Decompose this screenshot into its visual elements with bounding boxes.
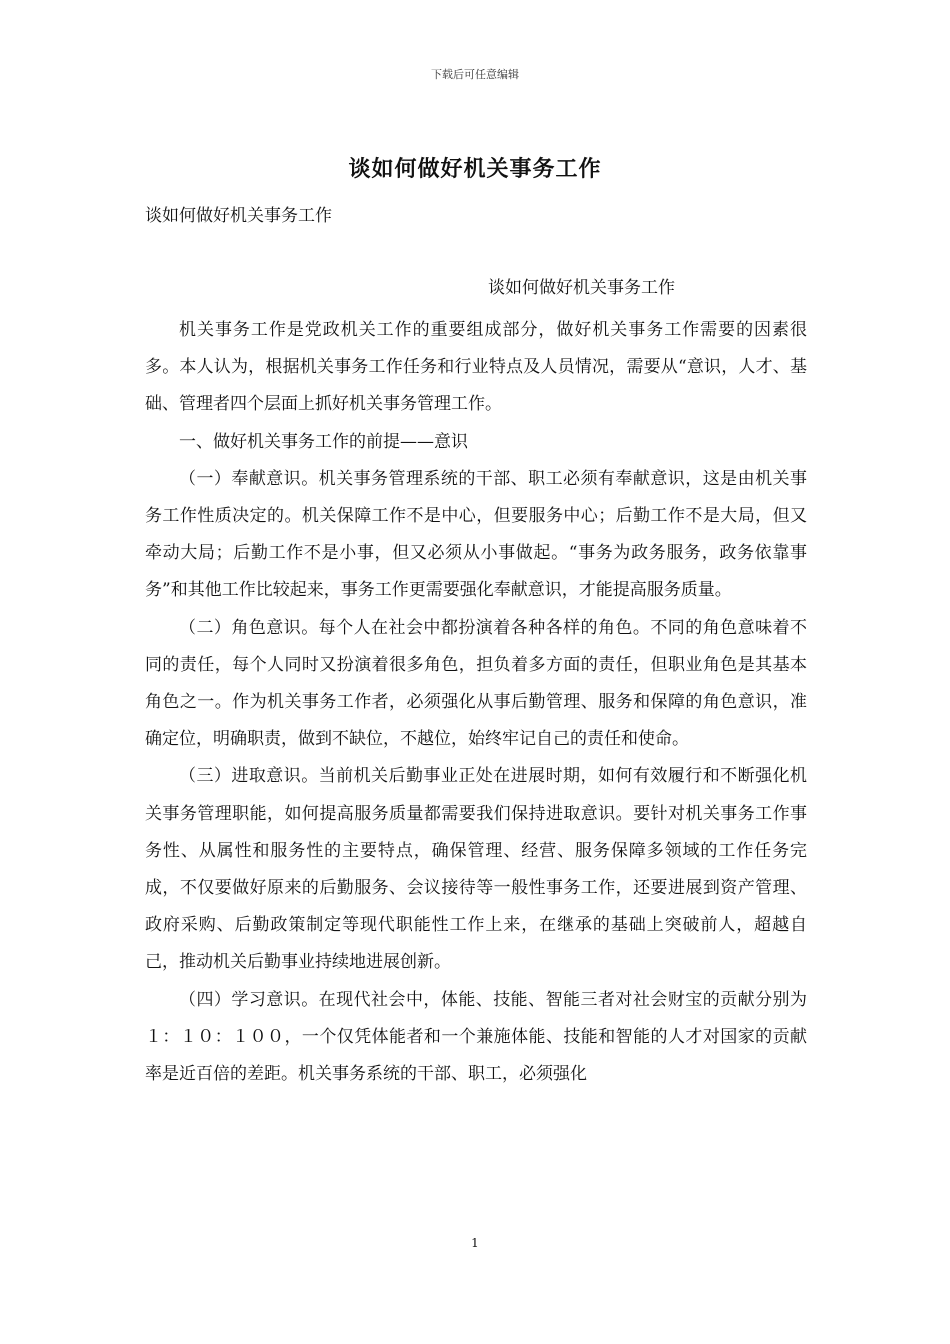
paragraph-learning-awareness: （四）学习意识。在现代社会中，体能、技能、智能三者对社会财宝的贡献分别为１：１０：１００，一个仅凭体能者和一个兼施体能、技能和智能的人才对国家的贡献率是近百倍的差距。机关事务系统的干部、职工，必须强化 [145,989,807,1085]
header-note: 下载后可任意编辑 [431,68,519,81]
page-number: 1 [471,1236,479,1250]
body-text [145,312,807,1093]
paragraph-role-awareness: （二）角色意识。每个人在社会中都扮演着各种各样的角色。不同的角色意味着不同的责任，每个人同时又扮演着很多角色，担负着多方面的责任，但职业角色是其基本角色之一。作为机关事务工作者，必须强化从事后勤管理、服务和保障的角色意识，准确定位，明确职责，做到不缺位，不越位，始终牢记自己的责任和使命。 [145,617,807,750]
document-subtitle: 谈如何做好机关事务工作 [145,206,332,226]
paragraph-dedication-awareness: （一）奉献意识。机关事务管理系统的干部、职工必须有奉献意识，这是由机关事务工作性质决定的。机关保障工作不是中心，但要服务中心；后勤工作不是大局，但又牵动大局；后勤工作不是小事，但又必须从小事做起。“事务为政务服务，政务依靠事务”和其他工作比较起来，事务工作更需要强化奉献意识，才能提高服务质量。 [145,468,807,601]
paragraph-progress-awareness: （三）进取意识。当前机关后勤事业正处在进展时期，如何有效履行和不断强化机关事务管理职能，如何提高服务质量都需要我们保持进取意识。要针对机关事务工作事务性、从属性和服务性的主要特点，确保管理、经营、服务保障多领域的工作任务完成，不仅要做好原来的后勤服务、会议接待等一般性事务工作，还要进展到资产管理、政府采购、后勤政策制定等现代职能性工作上来，在继承的基础上突破前人，超越自己，推动机关后勤事业持续地进展创新。 [145,766,807,973]
section-heading: 谈如何做好机关事务工作 [488,278,675,298]
document-title: 谈如何做好机关事务工作 [348,156,602,182]
paragraph-intro: 机关事务工作是党政机关工作的重要组成部分，做好机关事务工作需要的因素很多。本人认为，根据机关事务工作任务和行业特点及人员情况，需要从“意识，人才、基础、管理者四个层面上抓好机关事务管理工作。 [145,320,807,415]
paragraph-section-one-heading: 一、做好机关事务工作的前提——意识 [179,431,468,452]
